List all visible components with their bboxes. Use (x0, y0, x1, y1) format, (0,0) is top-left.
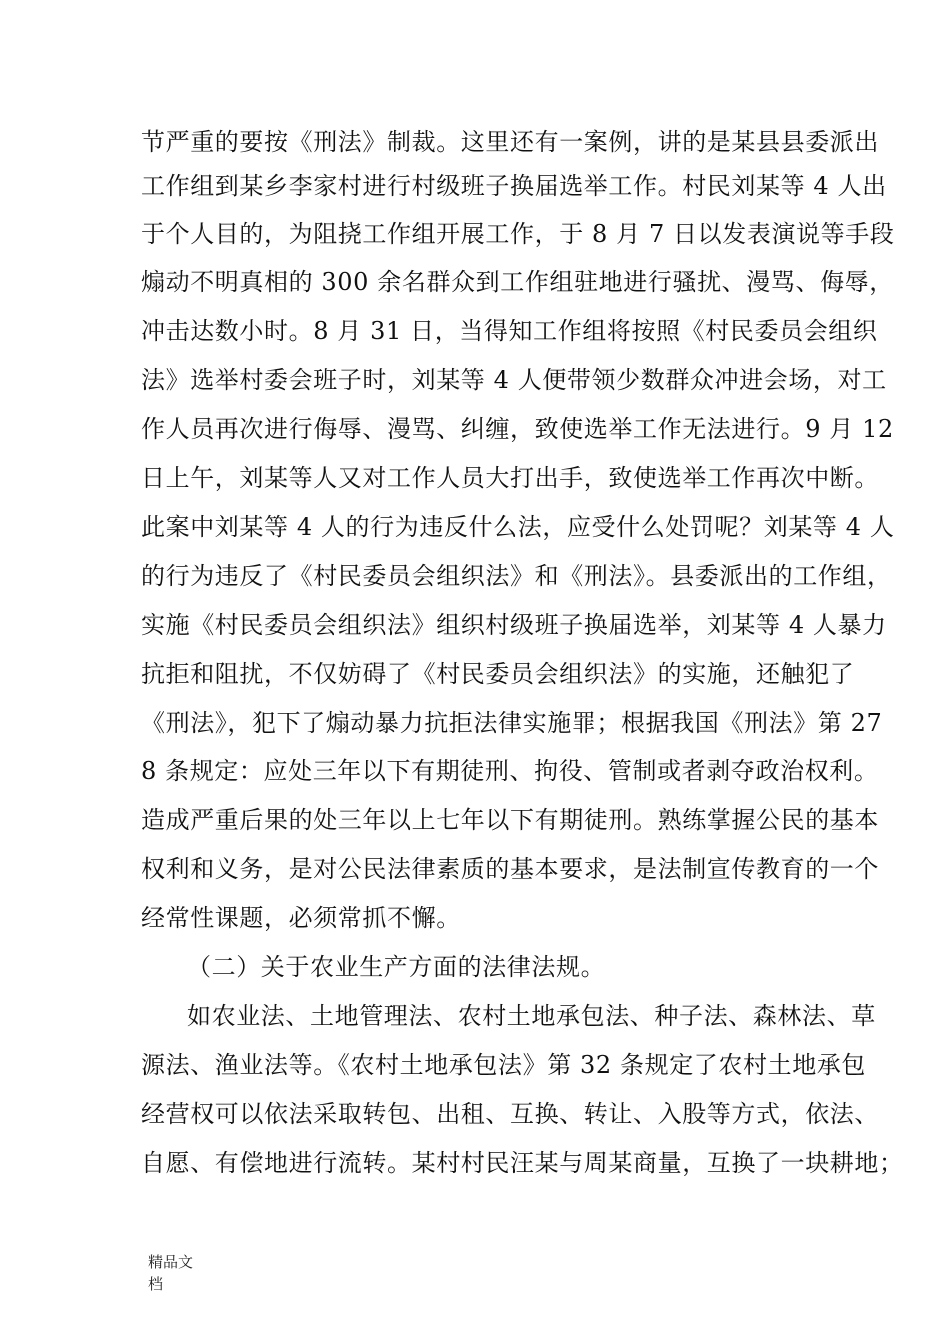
text-line-3: 于个人目的，为阻挠工作组开展工作，于 8 月 7 日以发表演说等手段 (141, 220, 895, 248)
text-line-2: 工作组到某乡李家村进行村级班子换届选举工作。村民刘某等 4 人出 (141, 172, 887, 200)
section-heading: （二）关于农业生产方面的法律法规。 (187, 953, 606, 981)
footer-watermark (148, 1251, 228, 1295)
text-line-6: 法》选举村委会班子时，刘某等 4 人便带领少数群众冲进会场，对工 (141, 366, 887, 394)
text-line-4: 煽动不明真相的 300 余名群众到工作组驻地进行骚扰、漫骂、侮辱， (141, 268, 894, 296)
footer-text-line-1: 精品文 (148, 1253, 194, 1271)
text-line-16: 权利和义务，是对公民法律素质的基本要求，是法制宣传教育的一个 (141, 855, 879, 883)
text-line-7: 作人员再次进行侮辱、漫骂、纠缠，致使选举工作无法进行。9 月 12 (141, 415, 894, 443)
footer-text-line-2: 档 (148, 1275, 164, 1293)
text-line-15: 造成严重后果的处三年以上七年以下有期徒刑。熟练掌握公民的基本 (141, 806, 879, 834)
text-line-14: 8 条规定：应处三年以下有期徒刑、拘役、管制或者剥夺政治权利。 (141, 757, 879, 785)
text-line-19: 如农业法、土地管理法、农村土地承包法、种子法、森林法、草 (187, 1002, 876, 1030)
text-line-12: 抗拒和阻扰，不仅妨碍了《村民委员会组织法》的实施，还触犯了 (141, 660, 855, 688)
text-line-20: 源法、渔业法等。《农村土地承包法》第 32 条规定了农村土地承包 (141, 1051, 866, 1079)
text-line-22: 自愿、有偿地进行流转。某村村民汪某与周某商量，互换了一块耕地； (141, 1149, 904, 1177)
text-line-10: 的行为违反了《村民委员会组织法》和《刑法》。县委派出的工作组， (141, 562, 892, 590)
text-line-17: 经常性课题，必须常抓不懈。 (141, 904, 461, 932)
text-line-8: 日上午，刘某等人又对工作人员大打出手，致使选举工作再次中断。 (141, 464, 879, 492)
text-line-11: 实施《村民委员会组织法》组织村级班子换届选举，刘某等 4 人暴力 (141, 611, 887, 639)
text-line-1: 节严重的要按《刑法》制裁。这里还有一案例，讲的是某县县委派出 (141, 128, 879, 156)
text-line-5: 冲击达数小时。8 月 31 日，当得知工作组将按照《村民委员会组织 (141, 317, 878, 345)
text-line-13: 《刑法》，犯下了煽动暴力抗拒法律实施罪；根据我国《刑法》第 27 (141, 709, 883, 737)
text-line-21: 经营权可以依法采取转包、出租、互换、转让、入股等方式，依法、 (141, 1100, 879, 1128)
text-line-9: 此案中刘某等 4 人的行为违反什么法，应受什么处罚呢？刘某等 4 人 (141, 513, 895, 541)
